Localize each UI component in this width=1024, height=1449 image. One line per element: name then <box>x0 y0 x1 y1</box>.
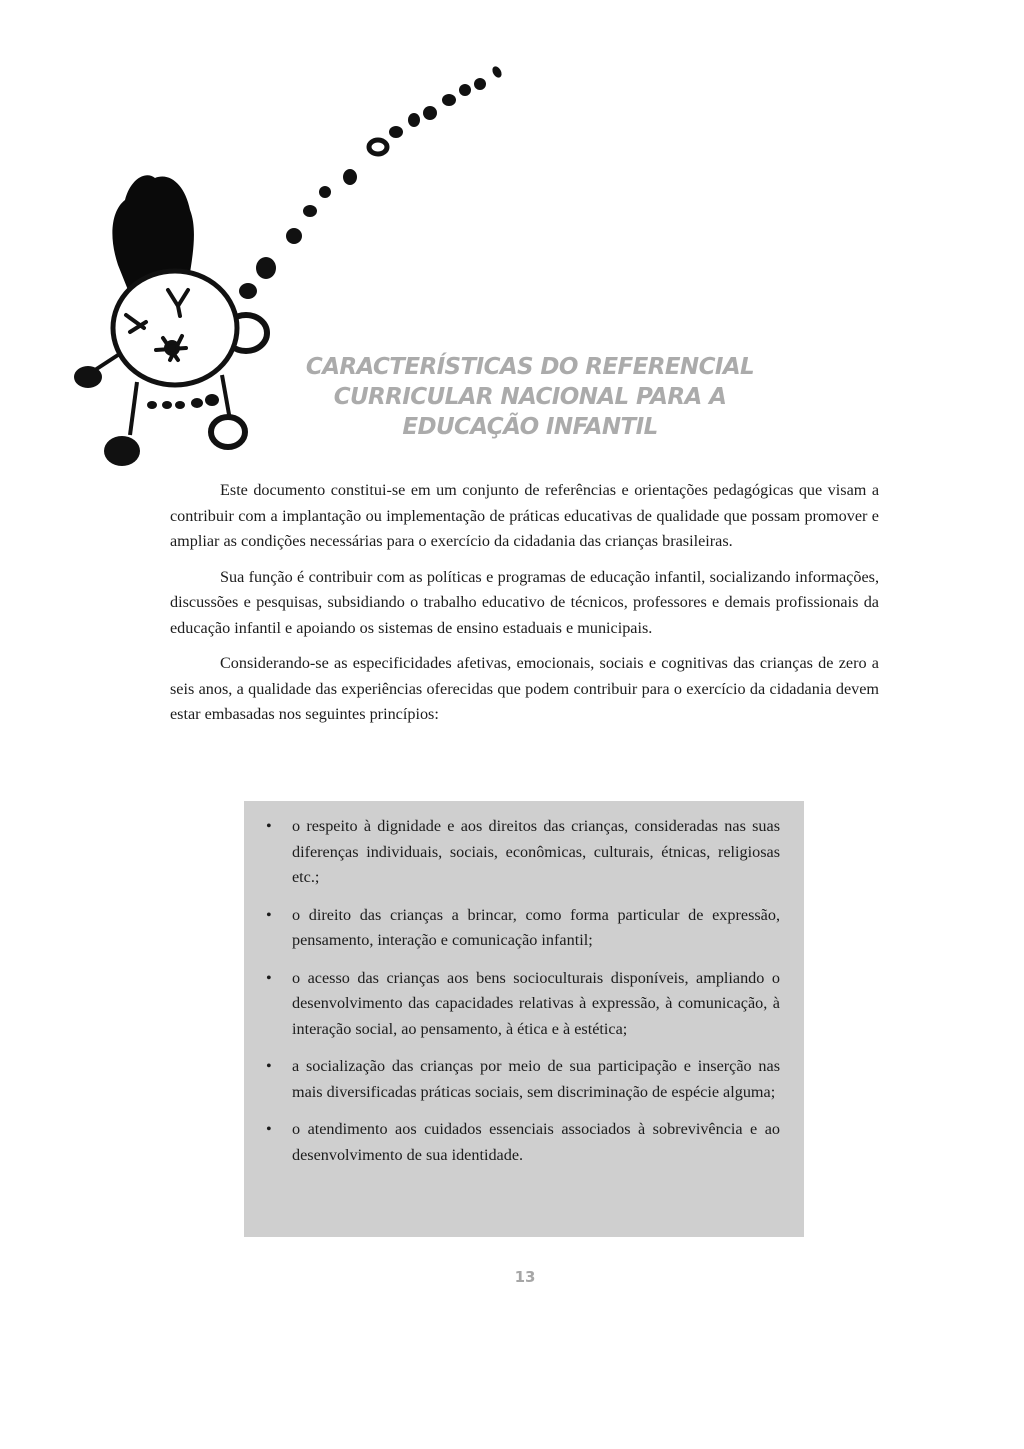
principle-text: o atendimento aos cuidados essenciais associados à sobrevivência e ao desenvolvimento de sua identidade. <box>292 1120 780 1164</box>
principle-item <box>266 1117 780 1168</box>
principle-item <box>266 903 780 954</box>
principle-item <box>266 966 780 1043</box>
principle-item <box>266 1054 780 1105</box>
title-line-1: CARACTERÍSTICAS DO REFERENCIAL <box>305 354 755 380</box>
left-foot <box>104 436 140 466</box>
principles-list <box>266 814 780 1168</box>
paragraph-intro: Este documento constitui-se em um conjunto de referências e orientações pedagógicas que visam a contribuir com a implantação ou implementação de práticas educativas de qualidade que possam promover e ampliar as condições necessárias para o exercício da cidadania das crianças brasileiras. <box>170 481 879 550</box>
principles-box <box>244 801 804 1237</box>
left-hand <box>74 366 102 388</box>
left-arm <box>95 355 118 370</box>
page-title <box>270 352 790 442</box>
right-foot <box>211 417 245 447</box>
principle-text: o direito das crianças a brincar, como forma particular de expressão, pensamento, interação e comunicação infantil; <box>292 905 780 949</box>
title-line-2: CURRICULAR NACIONAL PARA A <box>333 384 727 410</box>
principle-text: o acesso das crianças aos bens socioculturais disponíveis, ampliando o desenvolvimento das capacidades relativas à expressão, à comunicação, à interação social, ao pensamento, à ética e à estética; <box>292 968 780 1038</box>
principle-item <box>266 814 780 891</box>
bullet-icon: • <box>266 905 272 924</box>
bullet-icon: • <box>266 817 272 835</box>
principle-text: o respeito à dignidade e aos direitos das crianças, consideradas nas suas diferenças individuais, sociais, econômicas, culturais, étnicas, religiosas etc.; <box>292 817 780 886</box>
paragraph-function: Sua função é contribuir com as políticas e programas de educação infantil, socializando informações, discussões e pesquisas, subsidiando o trabalho educativo de técnicos, professores e demais profissionais da educação infantil e apoiando os sistemas de ensino estaduais e municipais. <box>170 567 879 637</box>
left-leg <box>130 382 137 435</box>
body-dots <box>147 394 219 409</box>
bullet-icon: • <box>266 1120 272 1138</box>
bullet-icon: • <box>266 968 272 987</box>
bullet-icon: • <box>266 1057 272 1075</box>
principle-text: a socialização das crianças por meio de sua participação e inserção nas mais diversificadas práticas sociais, sem discriminação de espécie alguma; <box>292 1057 780 1101</box>
dot-trail <box>225 65 503 351</box>
page-number: 13 <box>514 1268 536 1286</box>
body-text <box>170 478 879 738</box>
title-line-3: EDUCAÇÃO INFANTIL <box>402 414 658 440</box>
head <box>113 271 237 385</box>
paragraph-principles-intro: Considerando-se as especificidades afetivas, emocionais, sociais e cognitivas das crianças de zero a seis anos, a qualidade das experiências oferecidas que podem contribuir para o exercício da cidadania devem estar embasadas nos seguintes princípios: <box>170 654 879 723</box>
right-leg <box>222 375 230 420</box>
